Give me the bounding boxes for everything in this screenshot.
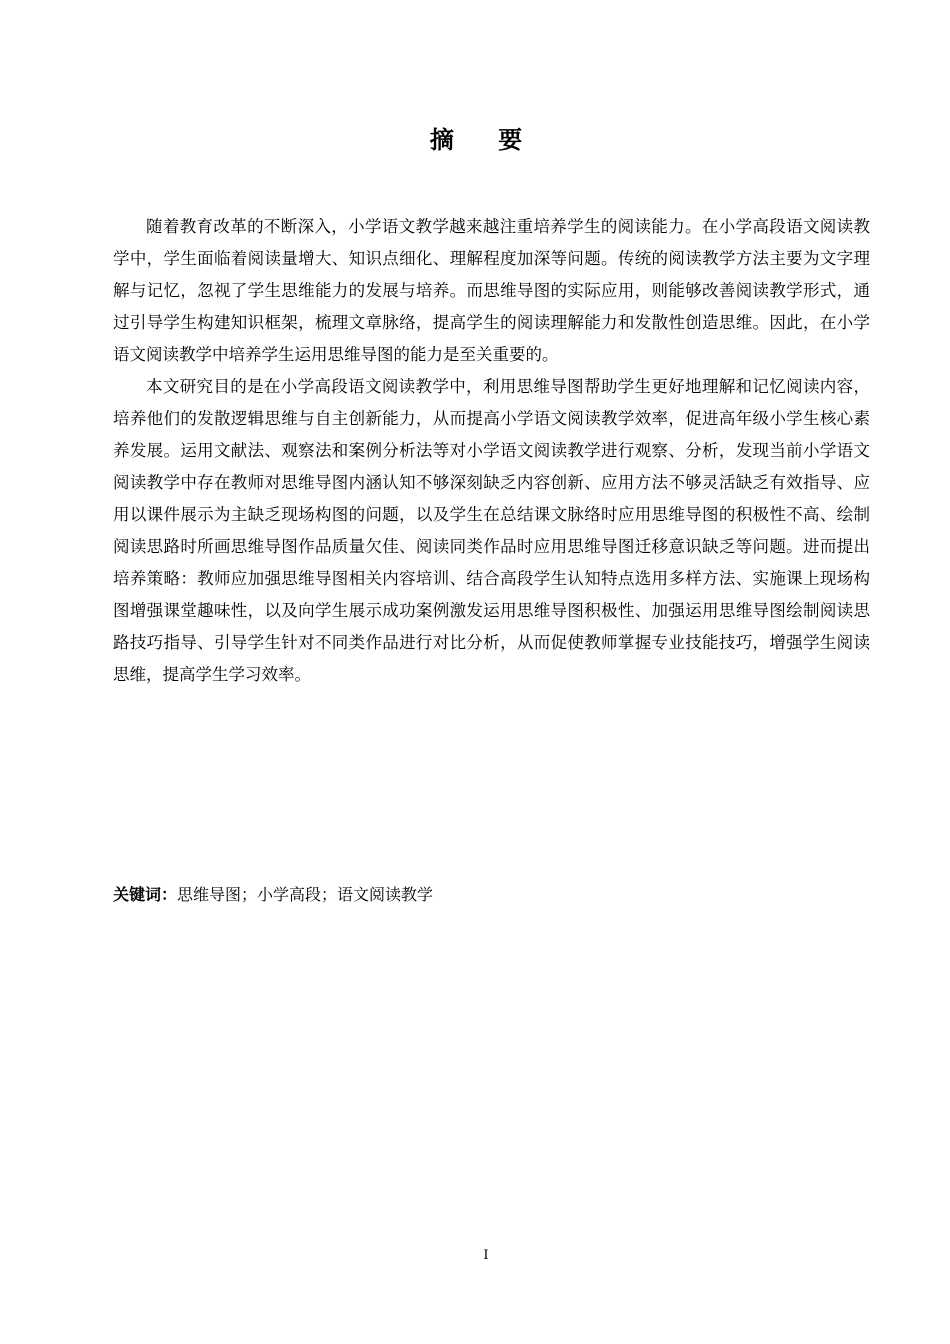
page-number: I xyxy=(483,1248,489,1263)
keywords-value: 思维导图；小学高段；语文阅读教学 xyxy=(177,885,434,904)
keywords-line xyxy=(113,880,870,910)
keywords-label: 关键词： xyxy=(113,885,178,904)
abstract-body xyxy=(113,211,870,691)
abstract-paragraph-2: 本文研究目的是在小学高段语文阅读教学中，利用思维导图帮助学生更好地理解和记忆阅读内容，培养他们的发散逻辑思维与自主创新能力，从而提高小学语文阅读教学效率，促进高年级小学生核心素养发展。运用文献法、观察法和案例分析法等对小学语文阅读教学进行观察、分析，发现当前小学语文阅读教学中存在教师对思维导图内涵认知不够深刻缺乏内容创新、应用方法不够灵活缺乏有效指导、应用以课件展示为主缺乏现场构图的问题，以及学生在总结课文脉络时应用思维导图的积极性不高、绘制阅读思路时所画思维导图作品质量欠佳、阅读同类作品时应用思维导图迁移意识缺乏等问题。进而提出培养策略：教师应加强思维导图相关内容培训、结合高段学生认知特点选用多样方法、实施课上现场构图增强课堂趣味性，以及向学生展示成功案例激发运用思维导图积极性、加强运用思维导图绘制阅读思路技巧指导、引导学生针对不同类作品进行对比分析，从而促使教师掌握专业技能技巧，增强学生阅读思维，提高学生学习效率。 xyxy=(113,377,870,684)
page-title: 摘 要 xyxy=(429,126,541,154)
abstract-paragraph-1: 随着教育改革的不断深入，小学语文教学越来越注重培养学生的阅读能力。在小学高段语文阅读教学中，学生面临着阅读量增大、知识点细化、理解程度加深等问题。传统的阅读教学方法主要为文字理解与记忆，忽视了学生思维能力的发展与培养。而思维导图的实际应用，则能够改善阅读教学形式，通过引导学生构建知识框架，梳理文章脉络，提高学生的阅读理解能力和发散性创造思维。因此，在小学语文阅读教学中培养学生运用思维导图的能力是至关重要的。 xyxy=(113,217,870,364)
